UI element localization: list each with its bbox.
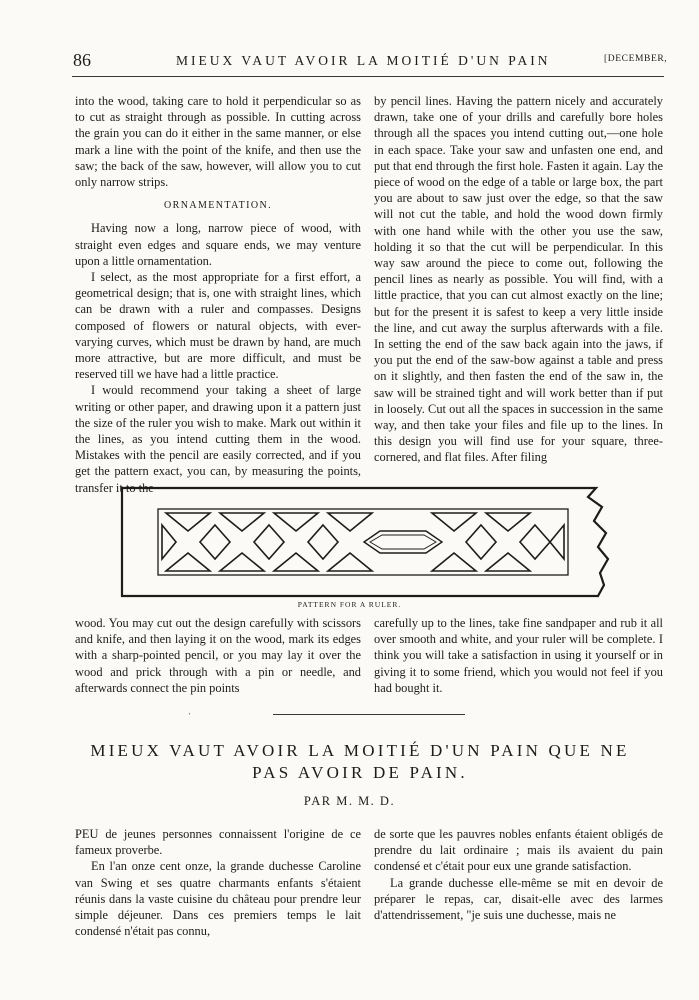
article2-title-line-2: PAS AVOIR DE PAIN. [252,763,468,782]
left-column-continuation: into the wood, taking care to hold it perpendicular so as to cut as straight through as possible. In cutting across the grain you can do it either in the same manner, or else mark a line with the point of the knife, and then use the saw; the back of the saw, however, will allow you to cut only narrow strips. [75,94,361,190]
running-header [0,48,699,78]
figure-caption: PATTERN FOR A RULER. [297,600,402,609]
stray-mark: ˈ [188,712,192,723]
running-month: [DECEMBER, [604,54,668,64]
article1-right-column [374,93,663,466]
header-rule [72,76,664,77]
paragraph: En l'an onze cent onze, la grande duchesse Caroline van Swing et ses quatre charmants enfants s'étaient réunis dans la vaste cuisine du château pour prendre leur simple déjeuner. Dans ces premiers temps le lait condensé n'était pas connu, [75,859,361,939]
paragraph: Having now a long, narrow piece of wood, with straight even edges and square ends, we may venture upon a little ornamentation. [75,221,361,268]
paragraph: I select, as the most appropriate for a first effort, a geometrical design; that is, one with straight lines, which can be drawn with a ruler and compasses. Designs composed of flowers or natural objects, with ever-varying curves, which must be drawn by hand, are much more attractive, but are more difficult, and must be reserved till we have had a little practice. [75,270,361,382]
article2-title-line-1: MIEUX VAUT AVOIR LA MOITIÉ D'UN PAIN QUE NE [90,741,630,760]
paragraph: de sorte que les pauvres nobles enfants étaient obligés de prendre du lait ordinaire ; mais ils avaient du pain condensé et c'était pour eux une grande satisfaction. [374,827,663,874]
paragraph: PEU de jeunes personnes connaissent l'origine de ce fameux proverbe. [75,827,361,858]
section-divider [273,714,465,715]
page-number: 86 [73,50,91,70]
article2-title [60,740,660,784]
right-column-text: by pencil lines. Having the pattern nicely and accurately drawn, take one of your drills and carefully bore holes through all the spaces you intend cutting out,—one hole in each space. Take your saw and unfasten one end, and put that end through the first hole. Fasten it again. Lay the piece of wood on the edge of a table or large box, the part you are about to saw just over the edge, so that the saw will not cut the table, and hold the wood down firmly with one hand while with the other you use the saw, holding it so that the cut will be perpendicular. In this way saw around the piece to come out, following the pencil lines as nearly as possible. You will find, with a little practice, that you can cut almost exactly on the line; but for the present it is safest to keep a very little inside the line, and cut away the surplus afterwards with a file. In setting the end of the saw back again into the jaws, if you put the end of the saw-bow against a table and press on it slightly, and then fasten the end of the saw in, the saw will be strained tight and will work better than if put in loosely. Cut out all the spaces in succession in the same way, and then take your files and file up to the lines. In this design you will find use for your square, three-cornered, and flat files. After filing [374,94,663,465]
article1-right-bottom [374,615,663,696]
article1-left-column [75,93,361,496]
paragraph: La grande duchesse elle-même se mit en devoir de préparer le repas, car, disait-elle avec des larmes d'attendrissement, "je suis une duchesse, mais ne [374,875,663,923]
article2-left-column [75,826,361,939]
section-heading-ornamentation: ORNAMENTATION. [164,200,272,212]
article2-byline: PAR M. M. D. [303,794,396,808]
left-column-text: wood. You may cut out the design carefully with scissors and knife, and then laying it on the wood, mark its edges with a sharp-pointed pencil, or you may lay it over the wood and prick through with a pin or needle, and afterwards connect the pin points [75,616,361,695]
article1-left-bottom [75,615,361,696]
paragraph: I would recommend your taking a sheet of large writing or other paper, and drawing upon it a pattern just the size of the ruler you wish to make. Mark out within it the lines, as you intend cutting them in the wood. Mistakes with the pencil are easily corrected, and if you get the pattern exact, you can, by measuring the points, transfer it to the [75,383,361,495]
ruler-pattern-illustration [118,485,658,600]
article2-right-column [374,826,663,923]
right-column-text: carefully up to the lines, take fine sandpaper and rub it all over smooth and white, and your ruler will be complete. I think you will take a satisfaction in using it yourself or in giving it to some friend, which you would not feel if you had bought it. [374,616,663,695]
running-title: MIEUX VAUT AVOIR LA MOITIÉ D'UN PAIN [176,53,551,68]
